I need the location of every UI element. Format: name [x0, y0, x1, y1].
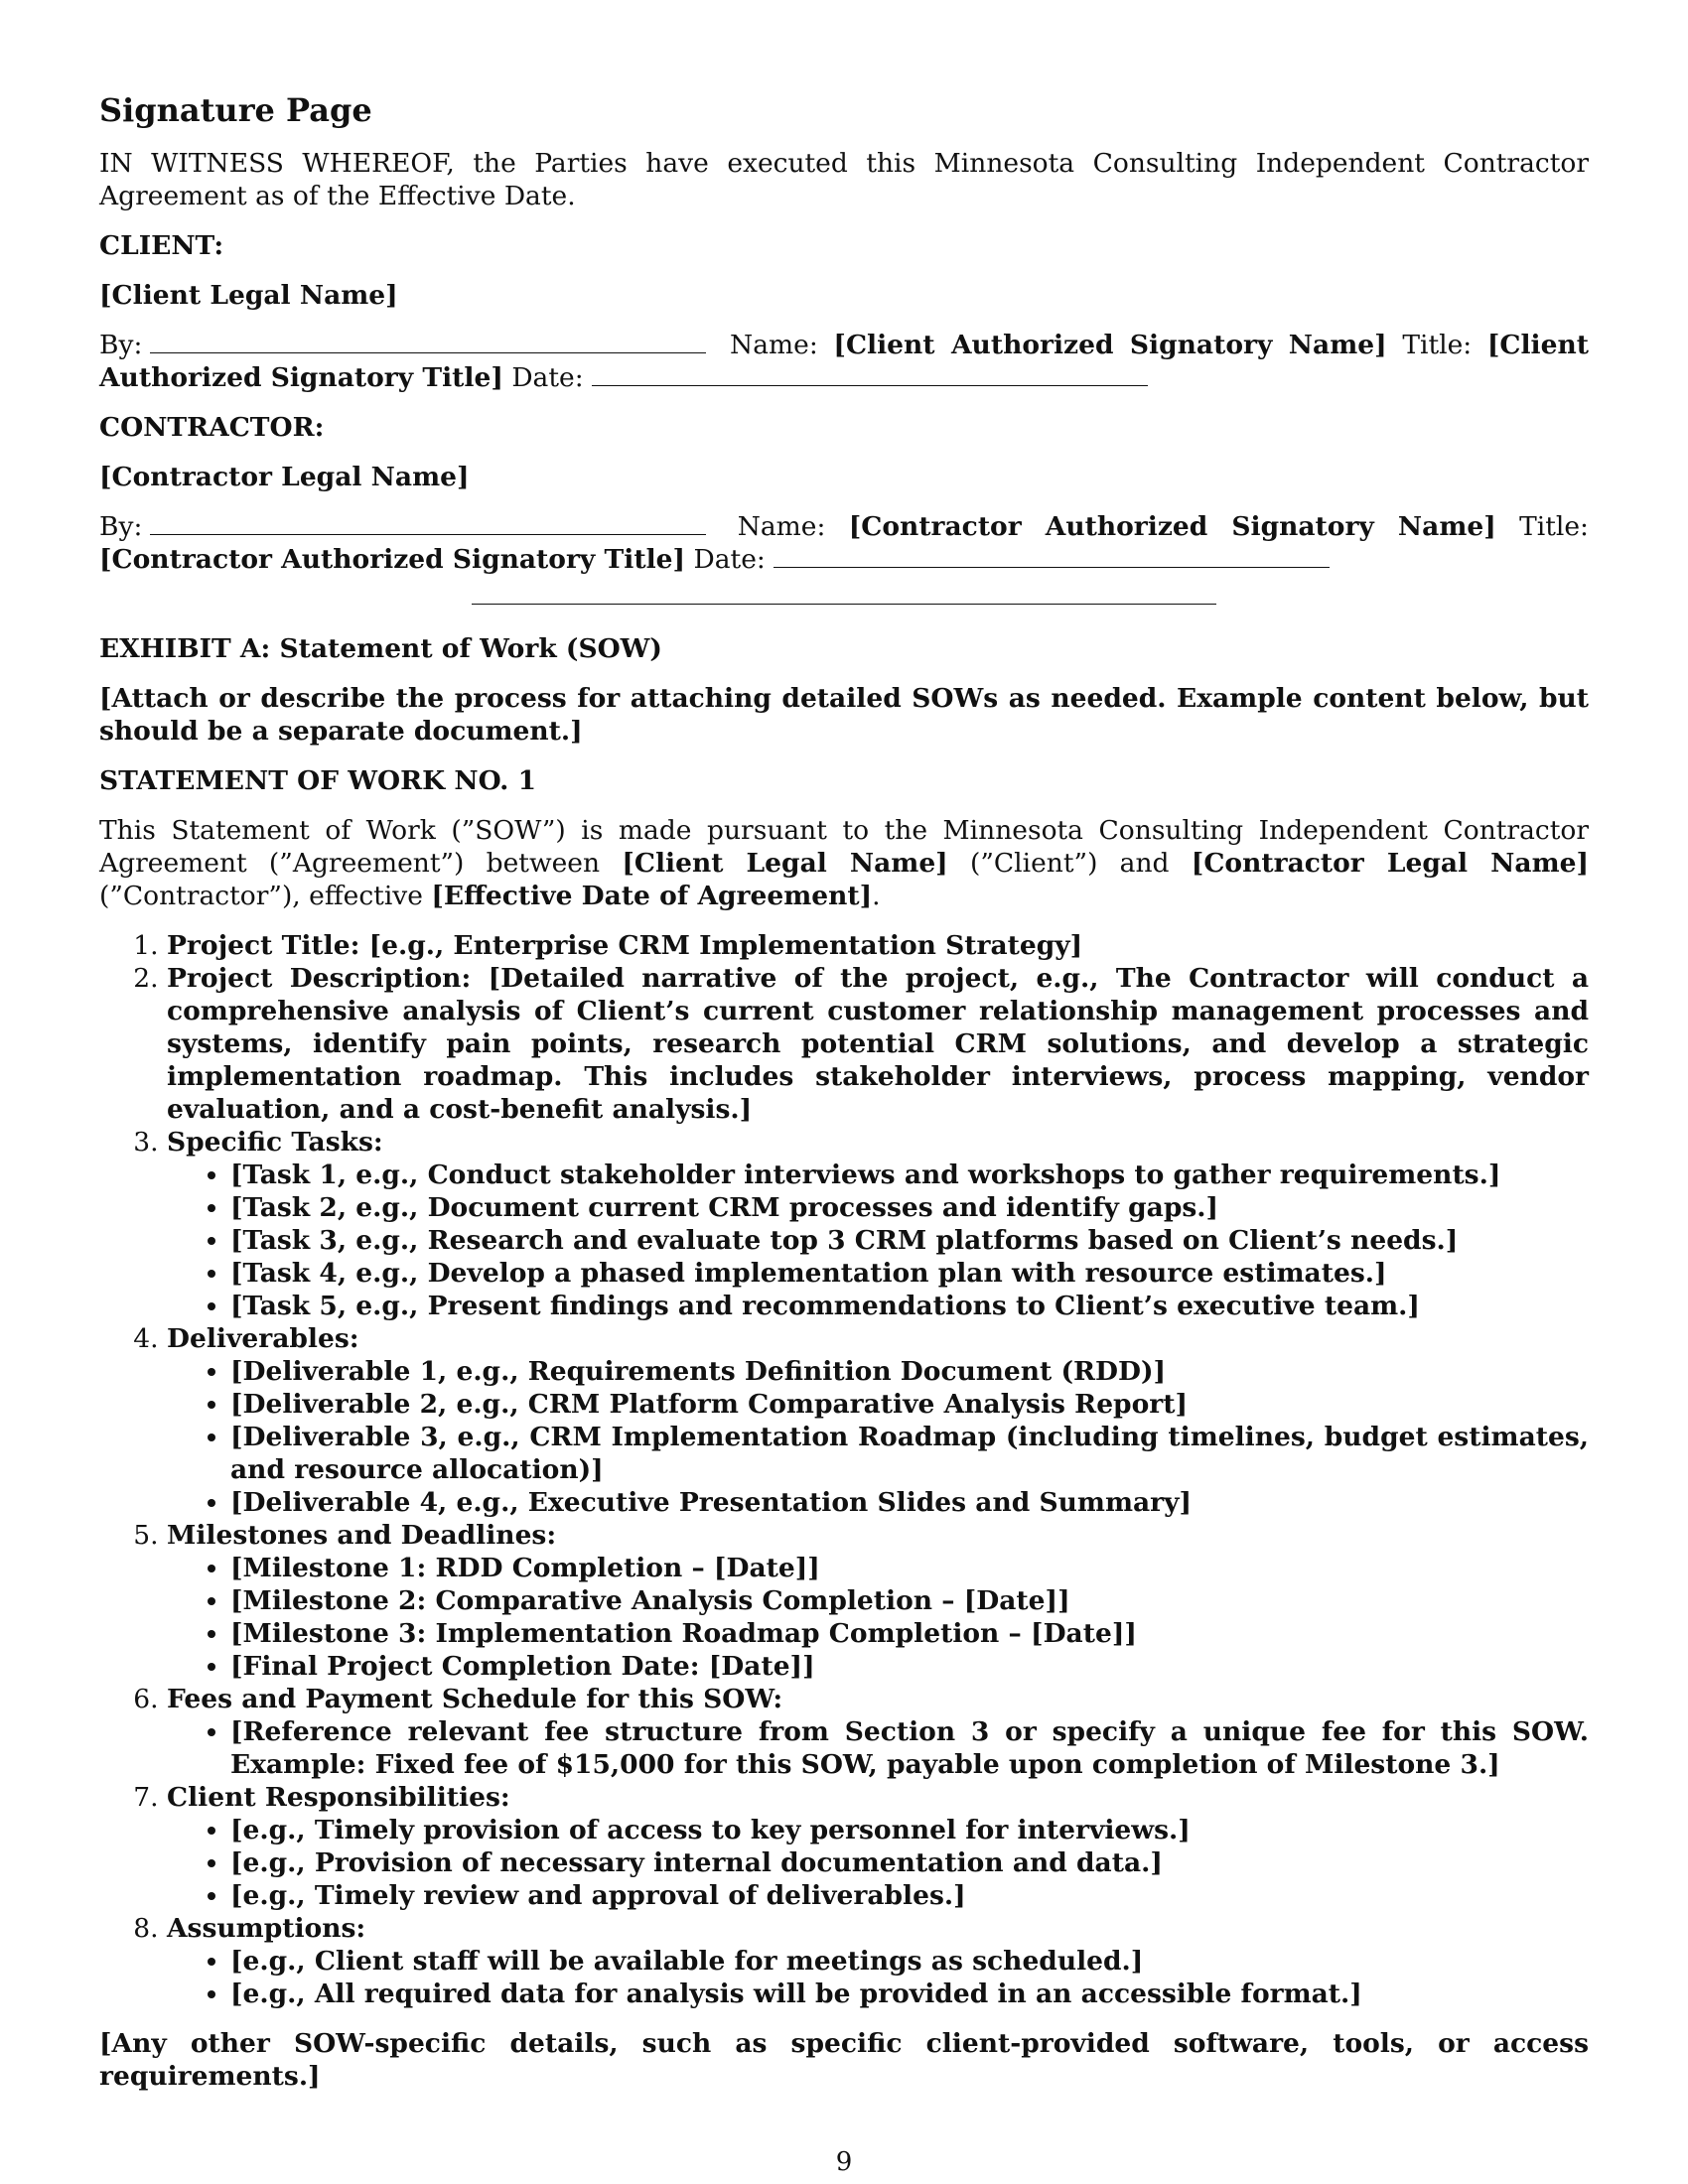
sow-item-text: Fees and Payment Schedule for this SOW: [167, 1684, 783, 1714]
client-date-line[interactable] [592, 384, 1148, 386]
sow-sub-item: • [e.g., Timely review and approval of deliverables.] [230, 1879, 1589, 1912]
sow-sub-item: • [Task 5, e.g., Present findings and recommendations to Client’s executive team.] [230, 1290, 1589, 1322]
sow-heading: STATEMENT OF WORK NO. 1 [99, 765, 537, 796]
sow-item-list [99, 929, 1589, 2010]
sow-item-text: Project Description: [Detailed narrative of the project, e.g., The Contractor will conduct a comprehensive analysis of Client’s current customer relationship management processes and systems, identify pain points, research potential CRM solutions, and develop a strategic implementation roadmap. This includes stakeholder interviews, process mapping, vendor evaluation, and a cost-benefit analysis.] [167, 963, 1589, 1125]
sow-item [167, 1322, 1589, 1519]
sow-item [167, 1683, 1589, 1781]
sow-item-text: Milestones and Deadlines: [167, 1520, 557, 1551]
sow-item [167, 1519, 1589, 1683]
sow-sub-item: • [Milestone 3: Implementation Roadmap Completion – [Date]] [230, 1617, 1589, 1650]
client-signatory-title: [Client Authorized Signatory Title] [99, 330, 1589, 393]
exhibit-note: [Attach or describe the process for attaching detailed SOWs as needed. Example content below, but should be a separate document.] [99, 683, 1589, 747]
sow-sub-item: • [e.g., Client staff will be available for meetings as scheduled.] [230, 1945, 1589, 1978]
client-label: CLIENT: [99, 230, 224, 261]
contractor-date-line[interactable] [774, 566, 1330, 568]
sow-sub-item: • [Task 1, e.g., Conduct stakeholder interviews and workshops to gather requirements.] [230, 1159, 1589, 1191]
sow-intro-text: This Statement of Work (”SOW”) is made pursuant to the Minnesota Consulting Independent Contractor Agreement (”Agreement”) between [99, 815, 1589, 879]
sow-sub-item: • [Deliverable 2, e.g., CRM Platform Comparative Analysis Report] [230, 1388, 1589, 1421]
sow-sub-item: • [Deliverable 3, e.g., CRM Implementation Roadmap (including timelines, budget estimates, and resource allocation)] [230, 1421, 1589, 1486]
sow-sub-item: • [e.g., Provision of necessary internal documentation and data.] [230, 1846, 1589, 1879]
client-legal-name: [Client Legal Name] [99, 280, 398, 311]
contractor-name-label: Name: [737, 511, 826, 542]
contractor-signature-block [99, 510, 1589, 576]
client-signature-block [99, 329, 1589, 394]
sow-sub-item: • [Task 2, e.g., Document current CRM processes and identify gaps.] [230, 1191, 1589, 1224]
contractor-date-label: Date: [693, 544, 766, 575]
sow-sub-list [167, 1945, 1589, 2010]
page-number: 9 [835, 2147, 853, 2177]
client-date-label: Date: [511, 362, 584, 393]
signature-page-heading: Signature Page [99, 91, 372, 129]
client-by-label: By: [99, 330, 143, 360]
section-divider [472, 604, 1216, 605]
witness-clause: IN WITNESS WHEREOF, the Parties have executed this Minnesota Consulting Independent Contractor Agreement as of the Effective Date. [99, 148, 1589, 211]
sow-item-text: Assumptions: [167, 1913, 366, 1944]
sow-item-text: Client Responsibilities: [167, 1782, 510, 1813]
sow-sub-list [167, 1355, 1589, 1519]
sow-intro-contractor: [Contractor Legal Name] [1191, 848, 1590, 879]
sow-item [167, 1126, 1589, 1322]
document-page [99, 91, 1589, 2110]
client-name-label: Name: [730, 330, 818, 360]
sow-intro-client: [Client Legal Name] [622, 848, 948, 879]
sow-sub-item: • [Deliverable 4, e.g., Executive Presentation Slides and Summary] [230, 1486, 1589, 1519]
sow-item-text: Project Title: [e.g., Enterprise CRM Implementation Strategy] [167, 930, 1083, 961]
contractor-by-label: By: [99, 511, 143, 542]
sow-intro-effective-date: [Effective Date of Agreement] [431, 881, 873, 911]
sow-sub-item: • [Task 3, e.g., Research and evaluate top 3 CRM platforms based on Client’s needs.] [230, 1224, 1589, 1257]
sow-intro-text: . [872, 881, 881, 911]
sow-item [167, 1912, 1589, 2010]
contractor-signatory-title: [Contractor Authorized Signatory Title] [99, 544, 686, 575]
sow-item [167, 929, 1589, 962]
sow-intro-text: (”Contractor”), effective [99, 881, 432, 911]
sow-sub-item: • [e.g., Timely provision of access to key personnel for interviews.] [230, 1814, 1589, 1846]
sow-item [167, 962, 1589, 1126]
sow-sub-item: • [e.g., All required data for analysis will be provided in an accessible format.] [230, 1978, 1589, 2010]
contractor-label: CONTRACTOR: [99, 412, 325, 443]
sow-intro-text: (”Client”) and [947, 848, 1192, 879]
sow-item-text: Deliverables: [167, 1323, 359, 1354]
exhibit-heading: EXHIBIT A: Statement of Work (SOW) [99, 633, 662, 664]
sow-sub-item: • [Task 4, e.g., Develop a phased implementation plan with resource estimates.] [230, 1257, 1589, 1290]
client-signature-line[interactable] [150, 351, 706, 353]
contractor-signatory-name: [Contractor Authorized Signatory Name] [848, 511, 1496, 542]
sow-sub-item: • [Deliverable 1, e.g., Requirements Definition Document (RDD)] [230, 1355, 1589, 1388]
sow-item [167, 1781, 1589, 1912]
contractor-title-label: Title: [1519, 511, 1589, 542]
sow-sub-list [167, 1159, 1589, 1322]
client-title-label: Title: [1402, 330, 1473, 360]
sow-sub-item: • [Final Project Completion Date: [Date]] [230, 1650, 1589, 1683]
sow-sub-item: • [Milestone 1: RDD Completion – [Date]] [230, 1552, 1589, 1584]
sow-sub-item: • [Reference relevant fee structure from Section 3 or specify a unique fee for this SOW. Example: Fixed fee of $15,000 for this SOW, payable upon completion of Milestone 3.] [230, 1715, 1589, 1781]
sow-intro [99, 814, 1589, 912]
sow-sub-item: • [Milestone 2: Comparative Analysis Completion – [Date]] [230, 1584, 1589, 1617]
sow-closing-note: [Any other SOW-specific details, such as specific client-provided software, tools, or access requirements.] [99, 2028, 1589, 2092]
sow-sub-list [167, 1814, 1589, 1912]
client-signatory-name: [Client Authorized Signatory Name] [833, 330, 1387, 360]
contractor-legal-name: [Contractor Legal Name] [99, 462, 470, 492]
sow-sub-list [167, 1552, 1589, 1683]
sow-item-text: Specific Tasks: [167, 1127, 383, 1158]
sow-sub-list [167, 1715, 1589, 1781]
contractor-signature-line[interactable] [150, 533, 706, 535]
